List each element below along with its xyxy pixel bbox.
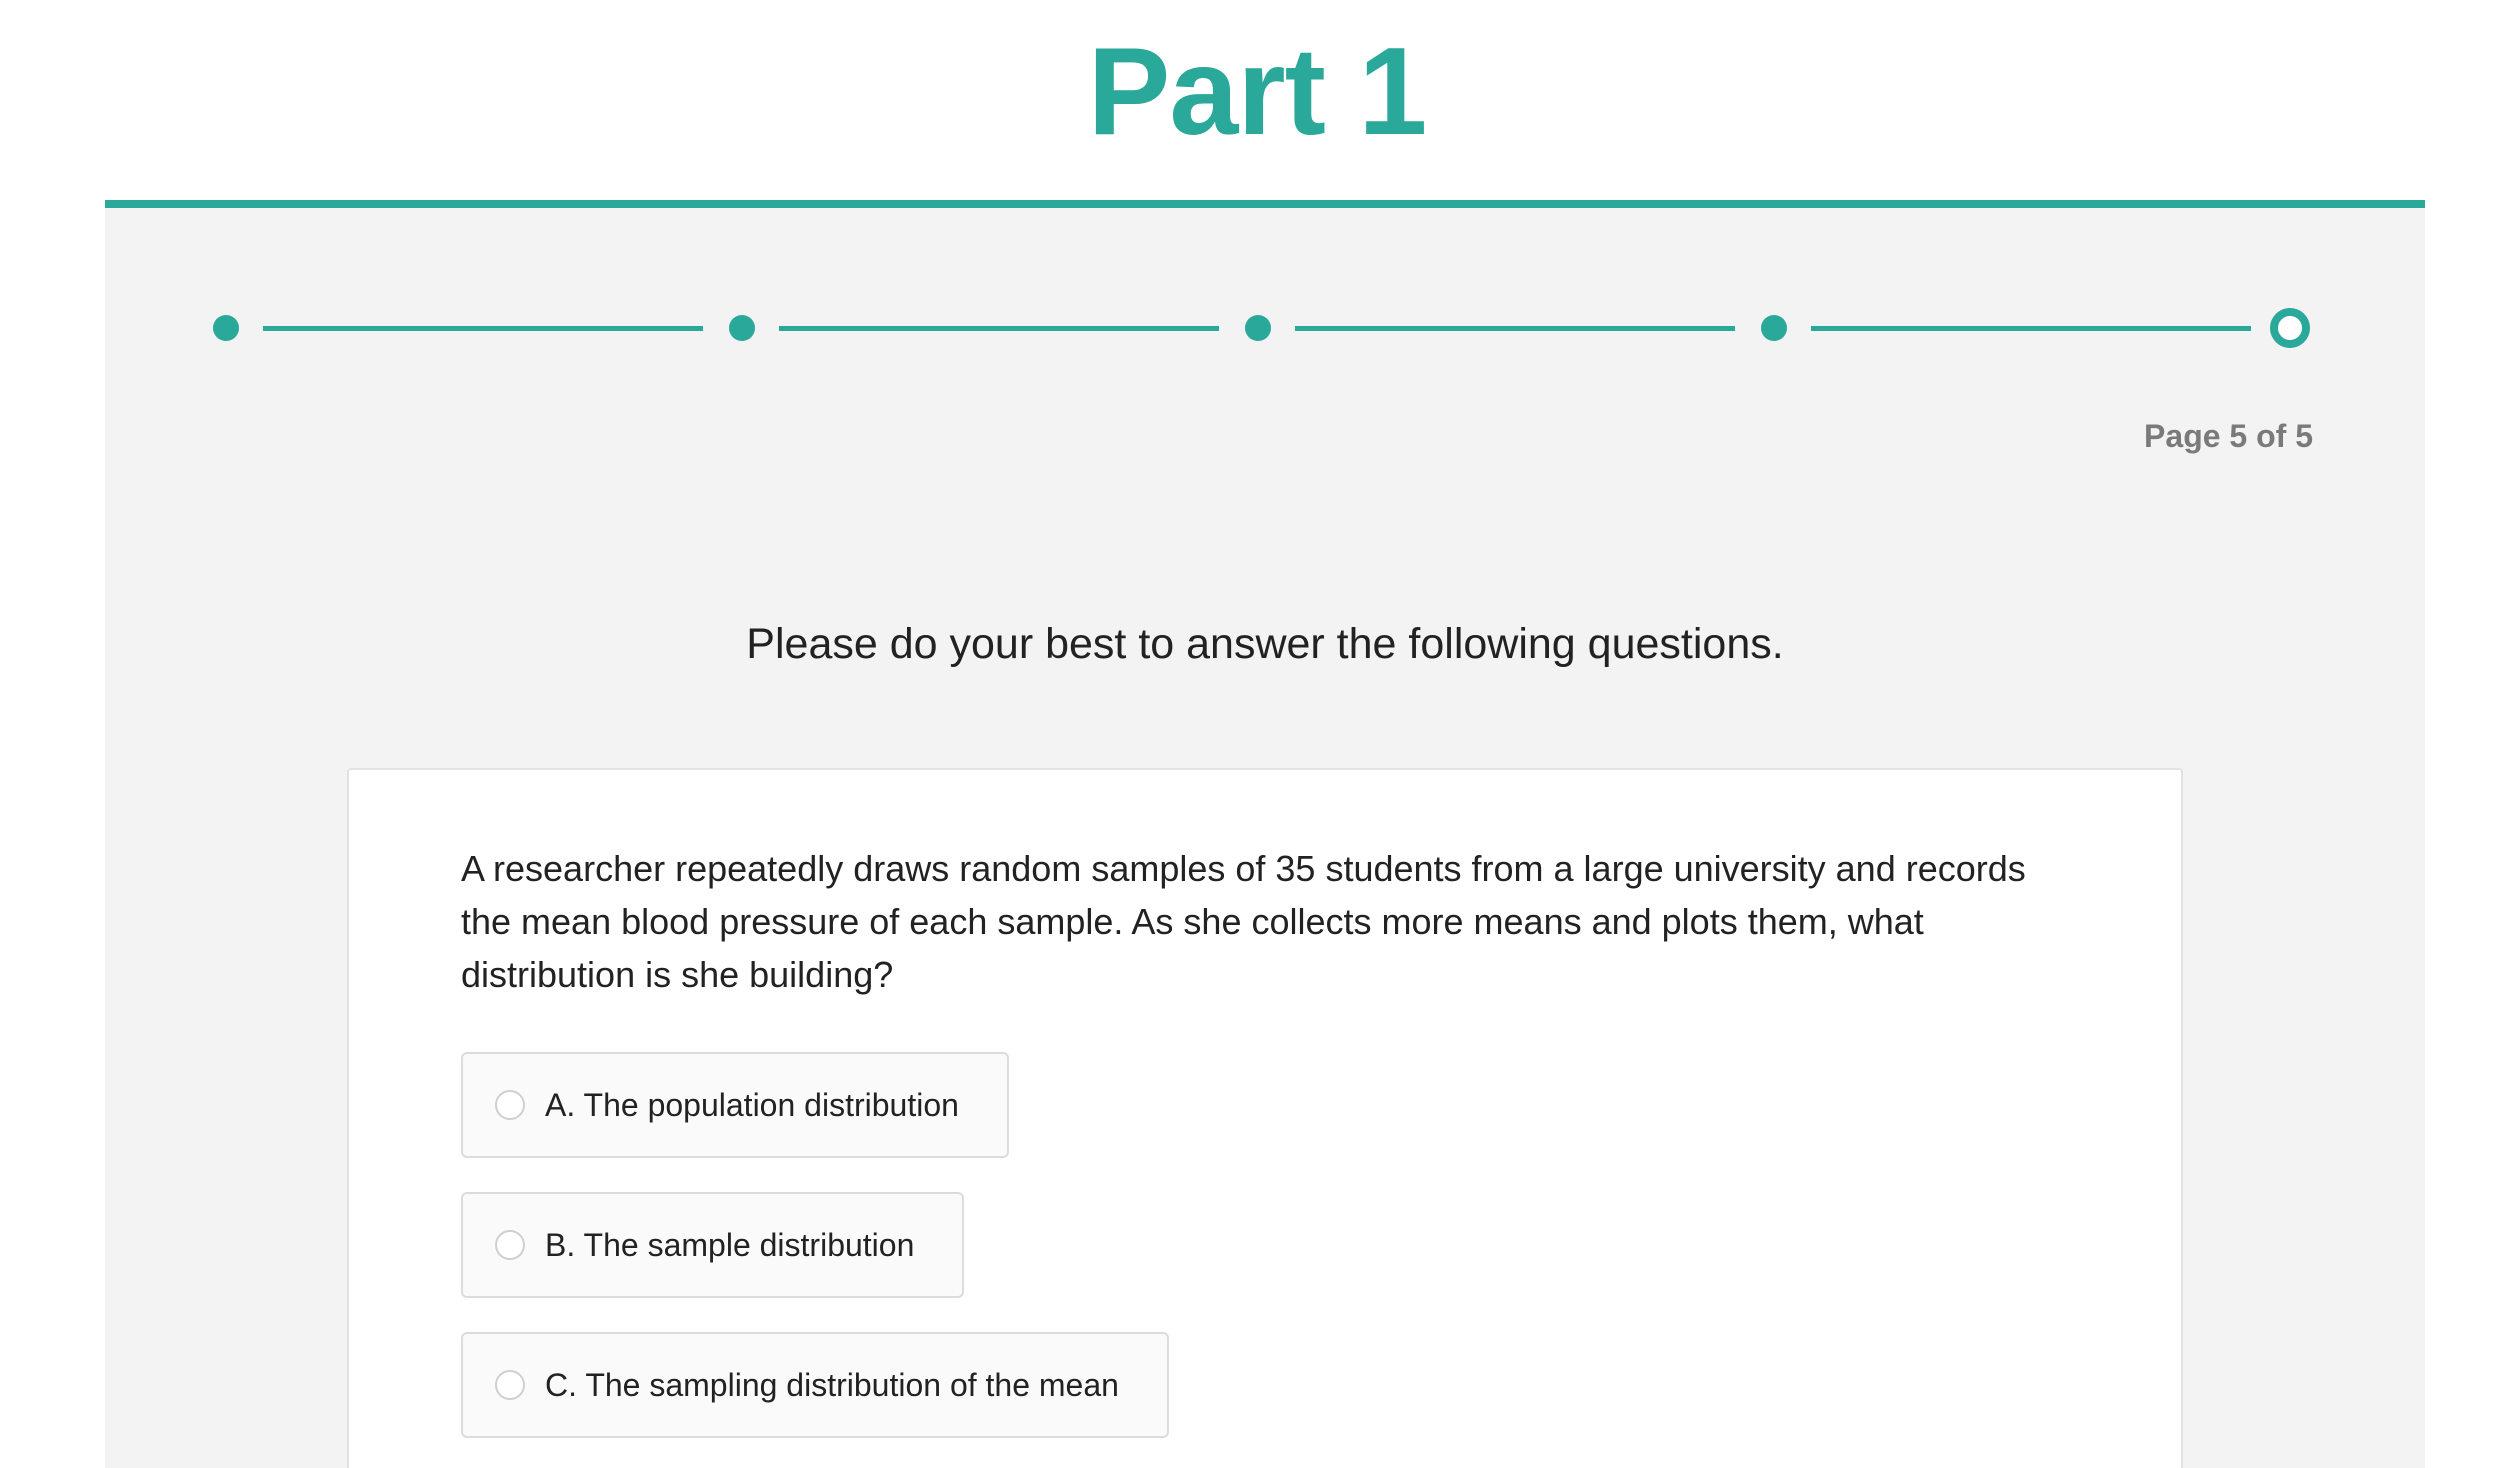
progress-step-1	[213, 315, 239, 341]
page-counter: Page 5 of 5	[2144, 418, 2313, 454]
question-card	[347, 768, 2183, 1468]
progress-step-5-current	[2270, 308, 2310, 348]
answer-option-label: B. The sample distribution	[545, 1226, 915, 1263]
progress-connector-1	[263, 326, 703, 331]
progress-connector-3	[1295, 326, 1735, 331]
answer-option-label: A. The population distribution	[545, 1086, 959, 1123]
progress-tracker	[213, 308, 2283, 348]
answer-option-a[interactable]	[461, 1052, 1009, 1158]
progress-step-2	[729, 315, 755, 341]
answer-option-label: C. The sampling distribution of the mean	[545, 1366, 1119, 1403]
progress-step-3	[1245, 315, 1271, 341]
progress-step-4	[1761, 315, 1787, 341]
answer-option-c[interactable]	[461, 1332, 1169, 1438]
radio-icon[interactable]	[495, 1230, 525, 1260]
progress-connector-4	[1811, 326, 2251, 331]
radio-icon[interactable]	[495, 1370, 525, 1400]
progress-connector-2	[779, 326, 1219, 331]
survey-panel	[105, 200, 2425, 1468]
instructions-text: Please do your best to answer the following questions.	[746, 620, 1784, 668]
radio-icon[interactable]	[495, 1090, 525, 1120]
page-title: Part 1	[1087, 23, 1427, 161]
question-text: A researcher repeatedly draws random samples of 35 students from a large university and records the mean blood pressure of each sample. As she collects more means and plots them, what distribution is she building?	[461, 848, 2026, 995]
answer-option-b[interactable]	[461, 1192, 964, 1298]
